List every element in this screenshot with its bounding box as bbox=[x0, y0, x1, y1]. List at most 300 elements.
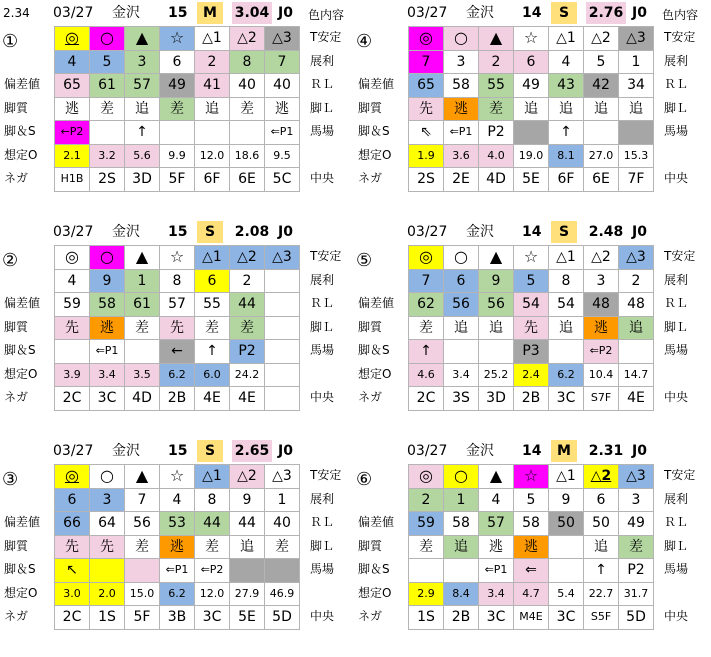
grid-cell: ← bbox=[160, 340, 195, 364]
grid-cell: 6F bbox=[549, 168, 584, 192]
grid-cell: ○ bbox=[444, 465, 479, 489]
grid-cell: 40 bbox=[230, 74, 265, 98]
grid-cell: ◎ bbox=[55, 246, 90, 270]
race-date: 03/27 bbox=[53, 443, 94, 459]
grid-cell: 追 bbox=[125, 97, 160, 121]
grid-cell: 58 bbox=[444, 512, 479, 536]
grid-row bbox=[409, 97, 654, 121]
color-content-label: 色内容 bbox=[308, 8, 345, 22]
race-grid bbox=[54, 464, 300, 630]
grid-cell: 3C bbox=[195, 606, 230, 630]
grid-cell: 58 bbox=[444, 74, 479, 98]
venue-name: 金沢 bbox=[466, 5, 494, 21]
grid-cell: 54 bbox=[514, 293, 549, 317]
grid-cell: 3C bbox=[549, 606, 584, 630]
grid-cell bbox=[55, 340, 90, 364]
race-date: 03/27 bbox=[53, 224, 94, 240]
grid-cell: 6.0 bbox=[195, 363, 230, 387]
grid-cell: 2.4 bbox=[514, 363, 549, 387]
row-label-right: T安定 bbox=[664, 249, 696, 263]
grid-cell: 61 bbox=[125, 293, 160, 317]
race-grid bbox=[408, 26, 654, 192]
grid-cell: M4E bbox=[514, 606, 549, 630]
race-panel bbox=[0, 0, 345, 205]
grid-cell: S7F bbox=[584, 387, 619, 411]
grid-cell: ⇐P1 bbox=[265, 121, 300, 145]
grid-cell bbox=[125, 559, 160, 583]
grid-cell: 逃 bbox=[90, 316, 125, 340]
grid-cell: 5D bbox=[265, 606, 300, 630]
grid-cell: 6 bbox=[444, 269, 479, 293]
grid-cell: 2C bbox=[55, 606, 90, 630]
race-date: 03/27 bbox=[407, 5, 448, 21]
grid-cell: 1 bbox=[444, 488, 479, 512]
grid-cell: 6E bbox=[230, 168, 265, 192]
grid-cell: 3 bbox=[125, 50, 160, 74]
row-label-right: T安定 bbox=[310, 30, 342, 44]
race-panel bbox=[354, 438, 694, 643]
grid-row bbox=[409, 340, 654, 364]
grid-cell: 50 bbox=[584, 512, 619, 536]
grid-row bbox=[55, 121, 300, 145]
grid-cell: 2B bbox=[444, 606, 479, 630]
row-label-left: ネガ bbox=[358, 609, 383, 623]
grid-cell: 差 bbox=[125, 316, 160, 340]
race-grid bbox=[54, 26, 300, 192]
grid-cell bbox=[549, 559, 584, 583]
race-index: ⑥ bbox=[356, 469, 373, 490]
row-label-left: ネガ bbox=[4, 609, 29, 623]
row-label-left: 脚質 bbox=[4, 319, 29, 334]
grid-cell: 逃 bbox=[584, 316, 619, 340]
row-label-right: 中央 bbox=[310, 171, 335, 185]
grid-cell: 2 bbox=[230, 269, 265, 293]
grid-cell: 65 bbox=[55, 74, 90, 98]
grid-cell: ▲ bbox=[125, 27, 160, 51]
grid-cell: 58 bbox=[90, 293, 125, 317]
race-index: ④ bbox=[356, 31, 373, 52]
grid-cell: 25.2 bbox=[479, 363, 514, 387]
grid-cell: 4E bbox=[230, 387, 265, 411]
grid-cell: 65 bbox=[409, 74, 444, 98]
grid-cell: ☆ bbox=[160, 246, 195, 270]
grid-cell: 2B bbox=[160, 387, 195, 411]
grid-cell: 5F bbox=[125, 606, 160, 630]
row-label-left: 脚質 bbox=[358, 538, 383, 553]
grid-cell: 1S bbox=[409, 606, 444, 630]
grid-cell: ▲ bbox=[479, 465, 514, 489]
row-label-right: ＲＬ bbox=[664, 515, 689, 529]
row-label-left: 偏差値 bbox=[4, 515, 41, 529]
grid-cell: 差 bbox=[409, 316, 444, 340]
grid-cell: 40 bbox=[265, 74, 300, 98]
grid-cell: ○ bbox=[90, 465, 125, 489]
grid-cell: 4.7 bbox=[514, 582, 549, 606]
grid-cell bbox=[195, 121, 230, 145]
row-label-left: 想定O bbox=[358, 366, 392, 381]
row-label-right: 中央 bbox=[664, 609, 689, 623]
grid-cell: 9 bbox=[90, 269, 125, 293]
grid-cell: P3 bbox=[514, 340, 549, 364]
grid-cell: 9 bbox=[549, 488, 584, 512]
odds-value: 2.08 bbox=[232, 221, 272, 243]
grid-cell: 6.2 bbox=[549, 363, 584, 387]
grid-cell: 4E bbox=[195, 387, 230, 411]
grid-cell: 64 bbox=[90, 512, 125, 536]
row-label-left: 脚＆S bbox=[4, 343, 36, 357]
grid-cell: △3 bbox=[265, 246, 300, 270]
grid-row bbox=[409, 50, 654, 74]
grid-cell: 追 bbox=[479, 316, 514, 340]
grid-row bbox=[409, 121, 654, 145]
grid-row bbox=[55, 465, 300, 489]
grid-cell: 44 bbox=[230, 293, 265, 317]
grid-cell: 4D bbox=[479, 168, 514, 192]
grid-cell: 1 bbox=[125, 269, 160, 293]
grid-cell: 3.9 bbox=[55, 363, 90, 387]
grid-cell: 50 bbox=[549, 512, 584, 536]
grid-cell: 12.0 bbox=[195, 144, 230, 168]
grid-row bbox=[55, 293, 300, 317]
grid-cell: 先 bbox=[409, 97, 444, 121]
grid-row bbox=[55, 606, 300, 630]
row-label-right: 脚Ｌ bbox=[664, 100, 689, 115]
row-label-right: ＲＬ bbox=[664, 77, 689, 91]
venue-name: 金沢 bbox=[112, 443, 140, 459]
grid-cell: 5F bbox=[160, 168, 195, 192]
grid-cell: 3 bbox=[90, 488, 125, 512]
grid-cell bbox=[265, 559, 300, 583]
grid-cell: ↑ bbox=[409, 340, 444, 364]
grid-cell: 4.6 bbox=[409, 363, 444, 387]
grid-row bbox=[55, 144, 300, 168]
grid-cell: 差 bbox=[230, 97, 265, 121]
grid-cell: 5D bbox=[619, 606, 654, 630]
grid-cell: 2.9 bbox=[409, 582, 444, 606]
grid-cell: △3 bbox=[265, 465, 300, 489]
grid-cell: △1 bbox=[195, 465, 230, 489]
grid-cell: 9.5 bbox=[265, 144, 300, 168]
odds-value: 2.31 bbox=[586, 440, 626, 462]
grid-cell: 8 bbox=[230, 50, 265, 74]
grid-cell: 1 bbox=[265, 488, 300, 512]
grid-row bbox=[55, 488, 300, 512]
grid-cell: ◎ bbox=[55, 27, 90, 51]
grid-cell: 42 bbox=[584, 74, 619, 98]
grid-row bbox=[55, 559, 300, 583]
grid-cell: 4 bbox=[549, 50, 584, 74]
grid-cell: 3D bbox=[479, 387, 514, 411]
odds-value: 3.04 bbox=[232, 2, 272, 24]
grid-row bbox=[409, 363, 654, 387]
grid-row bbox=[409, 144, 654, 168]
grid-row bbox=[55, 168, 300, 192]
row-label-left: ネガ bbox=[358, 390, 383, 404]
grid-cell: 40 bbox=[265, 512, 300, 536]
grid-cell: P2 bbox=[619, 559, 654, 583]
grid-cell: ⇐P1 bbox=[479, 559, 514, 583]
race-index: ② bbox=[2, 250, 19, 271]
grid-cell: 5 bbox=[514, 488, 549, 512]
race-number: 14 bbox=[522, 443, 542, 459]
grid-cell: ▲ bbox=[479, 246, 514, 270]
jo-label: J0 bbox=[632, 5, 647, 21]
grid-cell: 3 bbox=[444, 50, 479, 74]
row-label-left: 脚＆S bbox=[358, 124, 390, 138]
panel-header bbox=[0, 438, 340, 464]
row-label-right: ＲＬ bbox=[310, 515, 335, 529]
grid-cell: 3.5 bbox=[125, 363, 160, 387]
grid-cell: H1B bbox=[55, 168, 90, 192]
grid-cell: 追 bbox=[584, 97, 619, 121]
grid-cell: ↑ bbox=[125, 121, 160, 145]
row-label-left: 偏差値 bbox=[4, 77, 41, 91]
grid-cell: 31.7 bbox=[619, 582, 654, 606]
row-label-left: 想定O bbox=[358, 147, 392, 162]
row-label-right: 脚Ｌ bbox=[664, 538, 689, 553]
venue-name: 金沢 bbox=[466, 443, 494, 459]
row-label-right: T安定 bbox=[664, 30, 696, 44]
grid-row bbox=[409, 74, 654, 98]
row-label-left: 偏差値 bbox=[358, 296, 395, 310]
panel-header bbox=[354, 219, 694, 245]
grid-cell: 3B bbox=[160, 606, 195, 630]
grid-cell: △3 bbox=[619, 27, 654, 51]
grid-cell: 8 bbox=[195, 488, 230, 512]
grid-cell: 差 bbox=[160, 97, 195, 121]
panel-header bbox=[354, 0, 699, 26]
grid-cell: 6 bbox=[55, 488, 90, 512]
race-number: 15 bbox=[168, 224, 188, 240]
grid-cell: 49 bbox=[160, 74, 195, 98]
row-label-left: 偏差値 bbox=[4, 296, 41, 310]
row-label-left: 脚質 bbox=[4, 100, 29, 115]
grid-cell: ⇐P1 bbox=[160, 559, 195, 583]
row-label-left: ネガ bbox=[4, 171, 29, 185]
grid-cell: 追 bbox=[619, 316, 654, 340]
grid-cell: 2.0 bbox=[90, 582, 125, 606]
grid-cell: 2 bbox=[479, 50, 514, 74]
grid-cell: 46.9 bbox=[265, 582, 300, 606]
grid-row bbox=[409, 559, 654, 583]
grid-cell: 4 bbox=[55, 50, 90, 74]
grid-cell: P2 bbox=[230, 340, 265, 364]
grid-cell: 61 bbox=[90, 74, 125, 98]
row-label-left: 脚質 bbox=[4, 538, 29, 553]
grid-cell bbox=[444, 340, 479, 364]
row-label-right: 展利 bbox=[664, 272, 689, 287]
grid-cell: 差 bbox=[230, 316, 265, 340]
grid-cell: 15.3 bbox=[619, 144, 654, 168]
row-label-left: ネガ bbox=[358, 171, 383, 185]
grid-cell: 5 bbox=[584, 50, 619, 74]
grid-cell: 8.4 bbox=[444, 582, 479, 606]
row-label-left: 脚質 bbox=[358, 319, 383, 334]
grid-cell: △1 bbox=[195, 27, 230, 51]
row-label-right: 馬場 bbox=[310, 124, 335, 138]
grid-cell bbox=[230, 559, 265, 583]
grid-cell: 2C bbox=[55, 387, 90, 411]
grid-cell: 3.0 bbox=[55, 582, 90, 606]
grid-cell: ☆ bbox=[514, 246, 549, 270]
race-index: ③ bbox=[2, 469, 19, 490]
grid-cell: 4 bbox=[55, 269, 90, 293]
grid-cell: 1 bbox=[619, 50, 654, 74]
grid-cell: 3.4 bbox=[479, 582, 514, 606]
grid-cell: 7 bbox=[409, 269, 444, 293]
grade-badge: M bbox=[197, 2, 223, 24]
race-number: 14 bbox=[522, 5, 542, 21]
grid-row bbox=[409, 488, 654, 512]
grid-cell: 逃 bbox=[514, 535, 549, 559]
grid-cell: 54 bbox=[549, 293, 584, 317]
top-left-label: 2.34 bbox=[3, 6, 30, 20]
grid-cell: 2.1 bbox=[55, 144, 90, 168]
grid-cell: 56 bbox=[125, 512, 160, 536]
row-label-right: 脚Ｌ bbox=[310, 319, 335, 334]
grid-cell: 先 bbox=[514, 316, 549, 340]
grid-cell: 差 bbox=[195, 316, 230, 340]
grid-cell: 4 bbox=[479, 488, 514, 512]
grid-cell: ⇐P1 bbox=[444, 121, 479, 145]
grid-cell: 6F bbox=[195, 168, 230, 192]
grid-cell: 2S bbox=[409, 168, 444, 192]
odds-value: 2.65 bbox=[232, 440, 272, 462]
grid-cell: 7 bbox=[125, 488, 160, 512]
grid-cell: 追 bbox=[549, 316, 584, 340]
race-grid bbox=[54, 245, 300, 411]
grid-cell: 2E bbox=[444, 168, 479, 192]
grid-row bbox=[409, 387, 654, 411]
grid-cell: 先 bbox=[55, 535, 90, 559]
row-label-right: T安定 bbox=[310, 249, 342, 263]
grid-cell bbox=[619, 340, 654, 364]
grid-cell: 55 bbox=[195, 293, 230, 317]
row-label-left: 偏差値 bbox=[358, 77, 395, 91]
row-label-right: 中央 bbox=[310, 609, 335, 623]
grid-cell: 44 bbox=[195, 512, 230, 536]
grid-cell: ◎ bbox=[55, 465, 90, 489]
grid-cell: ▲ bbox=[479, 27, 514, 51]
grid-cell: 9.9 bbox=[160, 144, 195, 168]
row-label-right: 展利 bbox=[310, 53, 335, 68]
race-panel bbox=[354, 0, 699, 205]
odds-value: 2.76 bbox=[586, 2, 626, 24]
grid-row bbox=[55, 535, 300, 559]
grid-cell bbox=[549, 340, 584, 364]
grid-cell bbox=[265, 363, 300, 387]
grid-cell: 24.2 bbox=[230, 363, 265, 387]
grid-cell: 先 bbox=[90, 535, 125, 559]
venue-name: 金沢 bbox=[112, 5, 140, 21]
grid-cell: 8.1 bbox=[549, 144, 584, 168]
grid-cell: 7 bbox=[409, 50, 444, 74]
grid-cell: 差 bbox=[619, 535, 654, 559]
grid-cell: 差 bbox=[90, 97, 125, 121]
row-label-left: 脚質 bbox=[358, 100, 383, 115]
grid-cell: 57 bbox=[160, 293, 195, 317]
grid-cell: 1S bbox=[90, 606, 125, 630]
grid-cell: 4E bbox=[619, 387, 654, 411]
grid-cell: 3 bbox=[619, 488, 654, 512]
grid-cell: ⇐ bbox=[514, 559, 549, 583]
grid-cell: 1.9 bbox=[409, 144, 444, 168]
grid-cell: 追 bbox=[195, 97, 230, 121]
race-index: ⑤ bbox=[356, 250, 373, 271]
grid-row bbox=[55, 340, 300, 364]
grid-cell: 2S bbox=[90, 168, 125, 192]
grid-cell: 5.6 bbox=[125, 144, 160, 168]
row-label-left: 想定O bbox=[358, 585, 392, 600]
row-label-left: 脚＆S bbox=[4, 562, 36, 576]
grid-cell: 差 bbox=[125, 535, 160, 559]
grid-cell: 44 bbox=[230, 512, 265, 536]
grid-cell bbox=[584, 121, 619, 145]
grid-cell: 6.2 bbox=[160, 582, 195, 606]
grid-cell: 55 bbox=[479, 74, 514, 98]
grid-cell: 4 bbox=[160, 488, 195, 512]
row-label-right: 中央 bbox=[310, 390, 335, 404]
grid-row bbox=[55, 387, 300, 411]
grid-cell: △1 bbox=[195, 246, 230, 270]
race-number: 15 bbox=[168, 443, 188, 459]
grid-cell: 逃 bbox=[160, 535, 195, 559]
grid-cell: 53 bbox=[160, 512, 195, 536]
grid-row bbox=[409, 293, 654, 317]
panel-header bbox=[0, 0, 345, 26]
grid-cell: 9 bbox=[479, 269, 514, 293]
row-label-left: 偏差値 bbox=[358, 515, 395, 529]
race-number: 15 bbox=[168, 5, 188, 21]
row-label-right: 展利 bbox=[664, 53, 689, 68]
grid-cell: 7F bbox=[619, 168, 654, 192]
grid-cell: 追 bbox=[549, 97, 584, 121]
grid-cell: △2 bbox=[584, 246, 619, 270]
grid-cell: 27.0 bbox=[584, 144, 619, 168]
grid-cell bbox=[265, 269, 300, 293]
grid-row bbox=[55, 269, 300, 293]
grid-cell: 49 bbox=[619, 512, 654, 536]
grid-cell: 19.0 bbox=[514, 144, 549, 168]
venue-name: 金沢 bbox=[112, 224, 140, 240]
grid-cell: 6 bbox=[195, 269, 230, 293]
jo-label: J0 bbox=[632, 224, 647, 240]
grid-cell: ↑ bbox=[549, 121, 584, 145]
grid-cell bbox=[90, 121, 125, 145]
grid-cell: 3.4 bbox=[444, 363, 479, 387]
grid-cell: 追 bbox=[619, 97, 654, 121]
grid-cell: ○ bbox=[90, 27, 125, 51]
row-label-right: 馬場 bbox=[310, 562, 335, 576]
grid-cell: 追 bbox=[230, 535, 265, 559]
grid-row bbox=[409, 168, 654, 192]
grid-cell bbox=[409, 559, 444, 583]
grid-cell: 先 bbox=[160, 316, 195, 340]
grid-cell: 4D bbox=[125, 387, 160, 411]
row-label-right: 馬場 bbox=[664, 562, 689, 576]
grid-row bbox=[55, 27, 300, 51]
row-label-right: T安定 bbox=[310, 468, 342, 482]
grid-cell: ☆ bbox=[160, 465, 195, 489]
row-label-right: 脚Ｌ bbox=[310, 538, 335, 553]
grid-cell: S5F bbox=[584, 606, 619, 630]
grid-cell: 41 bbox=[195, 74, 230, 98]
row-label-right: T安定 bbox=[664, 468, 696, 482]
venue-name: 金沢 bbox=[466, 224, 494, 240]
grid-cell: 6 bbox=[584, 488, 619, 512]
grid-cell bbox=[479, 340, 514, 364]
grid-cell: ←P2 bbox=[55, 121, 90, 145]
